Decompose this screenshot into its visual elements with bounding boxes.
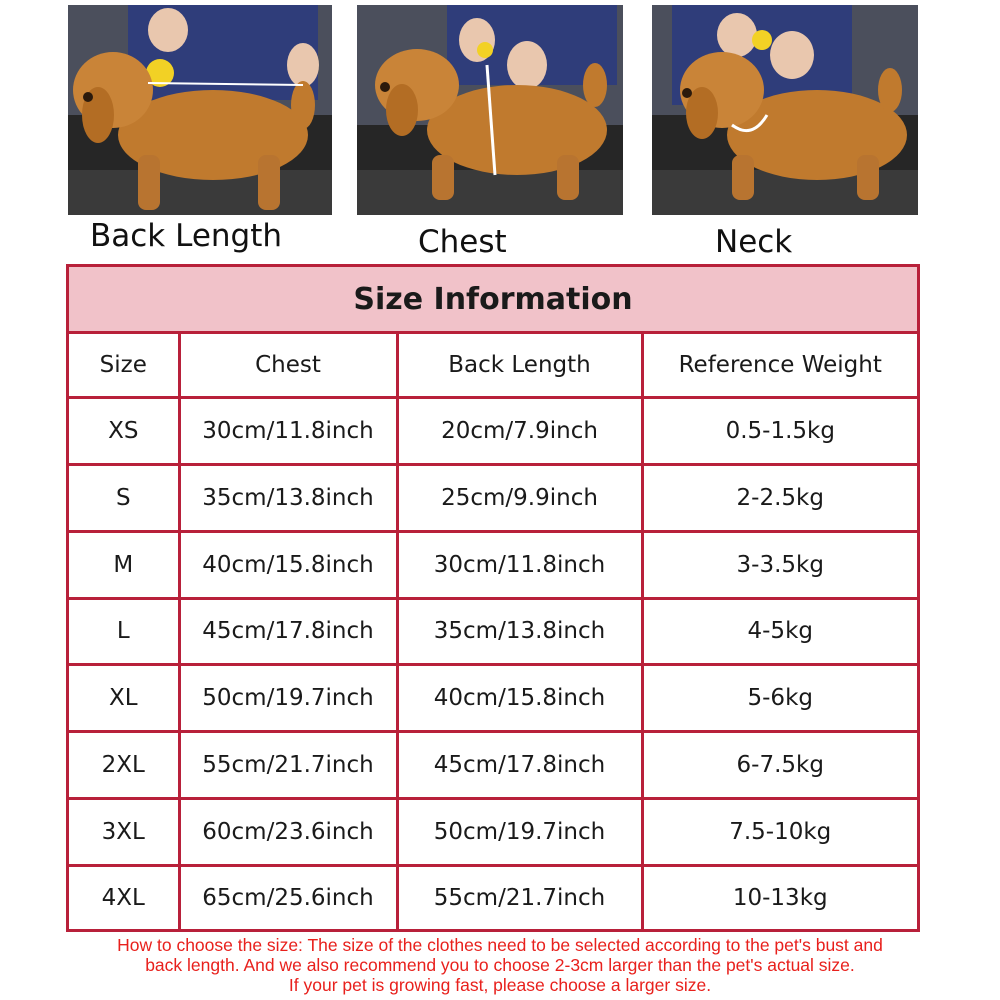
header-size: Size	[69, 334, 179, 397]
cell-size: XS	[69, 397, 179, 464]
caption-back-length: Back Length	[90, 218, 283, 254]
table-row	[69, 799, 917, 866]
cell-size: L	[69, 598, 179, 665]
cell-chest: 60cm/23.6inch	[179, 799, 397, 866]
cell-size: 2XL	[69, 732, 179, 799]
cell-back-length: 25cm/9.9inch	[397, 464, 642, 531]
cell-chest: 40cm/15.8inch	[179, 531, 397, 598]
note-line-3: If your pet is growing fast, please choose a larger size.	[288, 975, 712, 995]
cell-back-length: 45cm/17.8inch	[397, 732, 642, 799]
caption-neck: Neck	[715, 224, 793, 260]
cell-back-length: 30cm/11.8inch	[397, 531, 642, 598]
caption-chest: Chest	[418, 224, 507, 260]
header-reference-weight: Reference Weight	[642, 334, 917, 397]
header-chest: Chest	[179, 334, 397, 397]
photo-chest	[357, 5, 623, 215]
cell-size: M	[69, 531, 179, 598]
cell-back-length: 20cm/7.9inch	[397, 397, 642, 464]
cell-back-length: 35cm/13.8inch	[397, 598, 642, 665]
dog-chest-illustration	[357, 5, 623, 215]
note-line-2: back length. And we also recommend you to choose 2-3cm larger than the pet's actual size.	[145, 955, 855, 975]
cell-chest: 35cm/13.8inch	[179, 464, 397, 531]
cell-chest: 30cm/11.8inch	[179, 397, 397, 464]
table-title: Size Information	[69, 267, 917, 334]
cell-reference-weight: 5-6kg	[642, 665, 917, 732]
note-line-1: How to choose the size: The size of the clothes need to be selected according to the pet's bust and	[117, 935, 883, 955]
table-row	[69, 866, 917, 929]
cell-reference-weight: 2-2.5kg	[642, 464, 917, 531]
cell-size: 4XL	[69, 866, 179, 929]
cell-chest: 45cm/17.8inch	[179, 598, 397, 665]
cell-back-length: 40cm/15.8inch	[397, 665, 642, 732]
table-row	[69, 464, 917, 531]
cell-chest: 65cm/25.6inch	[179, 866, 397, 929]
table-row	[69, 665, 917, 732]
table-row	[69, 531, 917, 598]
cell-size: S	[69, 464, 179, 531]
table-row	[69, 732, 917, 799]
cell-reference-weight: 6-7.5kg	[642, 732, 917, 799]
photo-neck	[652, 5, 918, 215]
dog-neck-illustration	[652, 5, 918, 215]
size-grid	[69, 334, 917, 929]
cell-reference-weight: 4-5kg	[642, 598, 917, 665]
header-row	[69, 334, 917, 397]
cell-reference-weight: 0.5-1.5kg	[642, 397, 917, 464]
dog-back-length-illustration	[68, 5, 332, 215]
cell-reference-weight: 3-3.5kg	[642, 531, 917, 598]
cell-back-length: 50cm/19.7inch	[397, 799, 642, 866]
table-row	[69, 397, 917, 464]
cell-chest: 55cm/21.7inch	[179, 732, 397, 799]
photo-back-length	[68, 5, 332, 215]
table-row	[69, 598, 917, 665]
cell-size: 3XL	[69, 799, 179, 866]
header-back-length: Back Length	[397, 334, 642, 397]
cell-chest: 50cm/19.7inch	[179, 665, 397, 732]
size-table	[66, 264, 920, 932]
cell-reference-weight: 7.5-10kg	[642, 799, 917, 866]
size-note	[20, 935, 980, 995]
cell-reference-weight: 10-13kg	[642, 866, 917, 929]
cell-size: XL	[69, 665, 179, 732]
cell-back-length: 55cm/21.7inch	[397, 866, 642, 929]
